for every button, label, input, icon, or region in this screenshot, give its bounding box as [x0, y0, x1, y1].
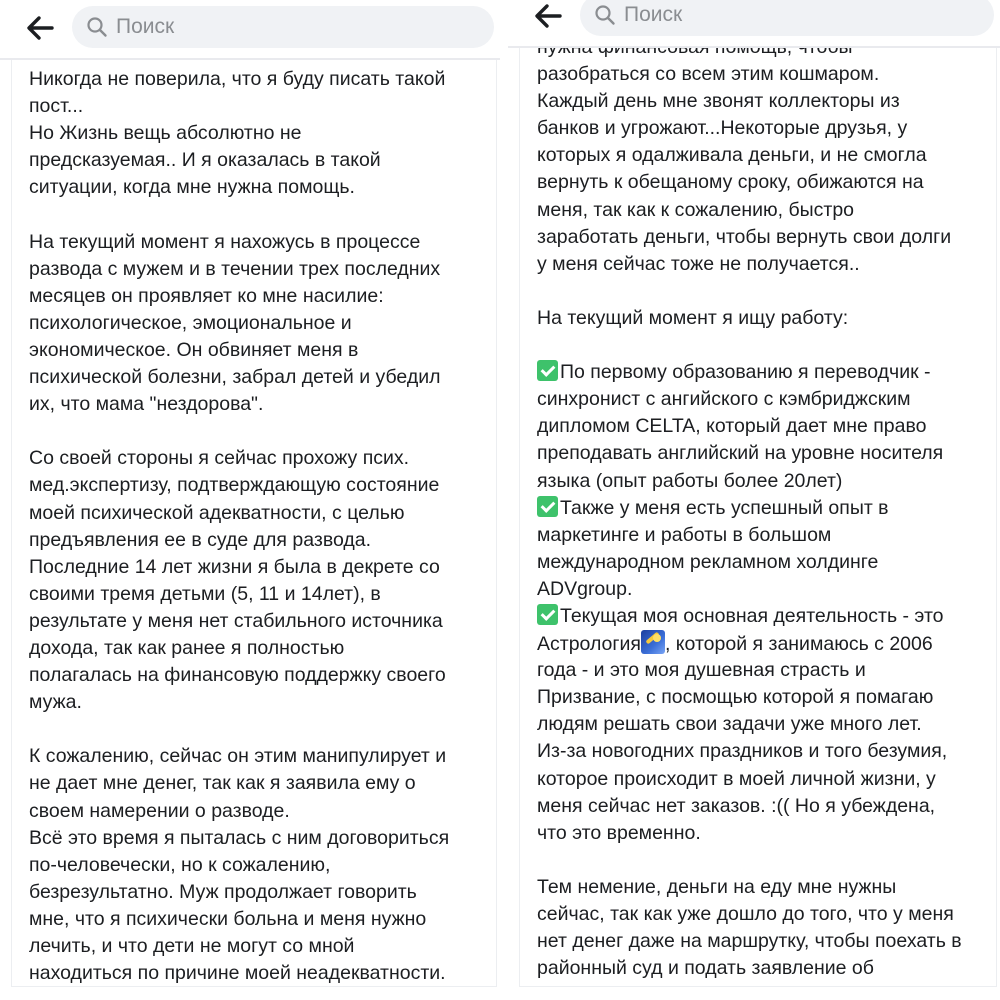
post-line: Призвание, с посмощью которой я помагаю: [537, 686, 934, 709]
post-card: [520, 46, 996, 986]
post-line: Никогда не поверила, что я буду писать такой: [29, 68, 446, 90]
post-line: которое происходит в моей личной жизни, у: [537, 767, 936, 790]
post-line: Всё это время я пыталась с ним договориться: [29, 826, 450, 849]
post-line: вернуть к обещаному сроку, обижаются на: [537, 171, 924, 194]
blank-line: [537, 278, 1000, 305]
post-line: экономическое. Он обвиняет меня в: [29, 338, 359, 361]
post-line: [537, 495, 1000, 522]
post-line: меня сейчас нет заказов. :(( Но я убеждена,: [537, 794, 936, 817]
post-line: своем намерении о разводе.: [29, 799, 290, 822]
post-line: года - и это моя душевная страсть и: [537, 659, 866, 682]
post-line: банков и угрожают...Некоторые друзья, у: [537, 117, 908, 140]
post-text: [29, 66, 500, 987]
post-line: ситуации, когда мне нужна помощь.: [29, 176, 355, 199]
post-line: лечить, и что дети не могут со мной: [29, 935, 355, 957]
post-line-text: Текущая моя основная деятельность - это: [560, 604, 944, 627]
post-line: их, что мама "нездорова".: [29, 393, 264, 416]
post-line: находиться по причине моей неадекватности.: [29, 962, 446, 985]
divider: [500, 0, 508, 1000]
post-line: которых я одалживала деньги, и не смогла: [537, 144, 927, 167]
post-line: заработать деньги, чтобы вернуть свои долги: [537, 225, 952, 248]
post-line: своими тремя детьми (5, 11 и 14лет), в: [29, 582, 381, 605]
post-line: сейчас, так как уже дошло до того, что у меня: [537, 903, 954, 925]
post-line: что это временно.: [537, 821, 701, 844]
top-bar: [0, 0, 500, 60]
post-line: психической болезни, забрал детей и убедил: [29, 366, 441, 389]
blank-line: [537, 847, 1000, 874]
arrow-left-icon: [530, 0, 570, 34]
post-line: месяцев он проявляет ко мне насилие:: [29, 284, 384, 307]
arrow-left-icon: [22, 10, 62, 46]
post-line: На текущий момент я ищу работу:: [537, 306, 849, 329]
post-line: по-человечески, но к сожалению,: [29, 853, 331, 876]
post-line: мужа.: [29, 691, 82, 714]
post-line: Каждый день мне звонят коллекторы из: [537, 90, 900, 113]
shooting-star-icon: [641, 630, 665, 654]
search-input[interactable]: [580, 0, 994, 36]
white-check-mark-icon: [537, 496, 558, 517]
post-line: пост...: [29, 95, 84, 118]
post-line: На текущий момент я нахожусь в процессе: [29, 230, 421, 253]
post-text: [537, 34, 1000, 982]
post-line-text: Также у меня есть успешный опыт в: [560, 496, 889, 519]
search-placeholder: Поиск: [624, 3, 683, 26]
post-line: дипломом CELTA, который дает мне право: [537, 415, 927, 438]
post-line: моей психической адекватности, с целью: [29, 501, 405, 524]
post-line: результате у меня нет стабильного источника: [29, 609, 443, 632]
post-line: полагалась на финансовую поддержку своего: [29, 664, 446, 687]
post-line: предъявления ее в суде для развода.: [29, 528, 372, 551]
post-line: синхронист с ангийского с кэмбриджским: [537, 388, 911, 411]
post-line: людям решать свои задачи уже много лет.: [537, 713, 922, 736]
post-line: разобраться со всем этим кошмаром.: [537, 63, 880, 86]
post-line: международном рекламном холдинге: [537, 550, 879, 573]
screenshot-right: [508, 0, 1000, 1000]
post-card: [12, 60, 496, 986]
post-line: Со своей стороны я сейчас прохожу псих.: [29, 447, 410, 470]
post-line: у меня сейчас тоже не получается..: [537, 252, 860, 275]
post-line: мед.экспертизу, подтверждающую состояние: [29, 474, 440, 497]
search-icon: [594, 4, 616, 26]
post-line: Из-за новогодних праздников и того безумия,: [537, 740, 948, 763]
post-line: психологическое, эмоциональное и: [29, 311, 352, 334]
post-line: мне, что я психически больна и меня нужно: [29, 907, 427, 930]
post-line: преподавать английский на уровне носителя: [537, 442, 944, 465]
post-line: районный суд и подать заявление об: [537, 957, 874, 980]
post-line: маркетинге и работы в большом: [537, 523, 832, 546]
white-check-mark-icon: [537, 360, 558, 381]
post-line: К сожалению, сейчас он этим манипулирует и: [29, 745, 447, 768]
post-line: [537, 359, 1000, 386]
top-bar: [508, 0, 1000, 48]
post-line: нет денег даже на маршрутку, чтобы поехать в: [537, 930, 962, 953]
blank-line: [29, 201, 500, 228]
post-line: дохода, так как ранее я полностью: [29, 636, 345, 659]
blank-line: [29, 716, 500, 743]
post-line: Тем немение, деньги на еду мне нужны: [537, 875, 897, 898]
back-button[interactable]: [530, 0, 570, 34]
post-line: меня, так как к сожалению, быстро: [537, 198, 855, 221]
post-line-text: , которой я занимаюсь с 2006: [664, 633, 933, 656]
post-line: Но Жизнь вещь абсолютно не: [29, 122, 302, 145]
post-line: [537, 630, 1000, 657]
search-placeholder: Поиск: [116, 15, 175, 38]
post-line: безрезультатно. Муж продолжает говорить: [29, 880, 417, 903]
blank-line: [29, 418, 500, 445]
white-check-mark-icon: [537, 604, 558, 625]
post-line: предсказуемая.. И я оказалась в такой: [29, 149, 381, 172]
search-icon: [86, 16, 108, 38]
post-line-text: Астрология: [537, 633, 641, 656]
post-line: не дает мне денег, так как я заявила ему о: [29, 772, 416, 795]
post-line: Последние 14 лет жизни я была в декрете со: [29, 555, 440, 578]
post-line: ADVgroup.: [537, 577, 633, 600]
post-line: [537, 603, 1000, 630]
search-input[interactable]: [72, 6, 494, 48]
post-line-text: По первому образованию я переводчик -: [560, 361, 931, 384]
blank-line: [537, 332, 1000, 359]
post-line: развода с мужем и в течении трех последних: [29, 257, 441, 280]
back-button[interactable]: [22, 10, 62, 46]
post-line: языка (опыт работы более 20лет): [537, 469, 843, 492]
